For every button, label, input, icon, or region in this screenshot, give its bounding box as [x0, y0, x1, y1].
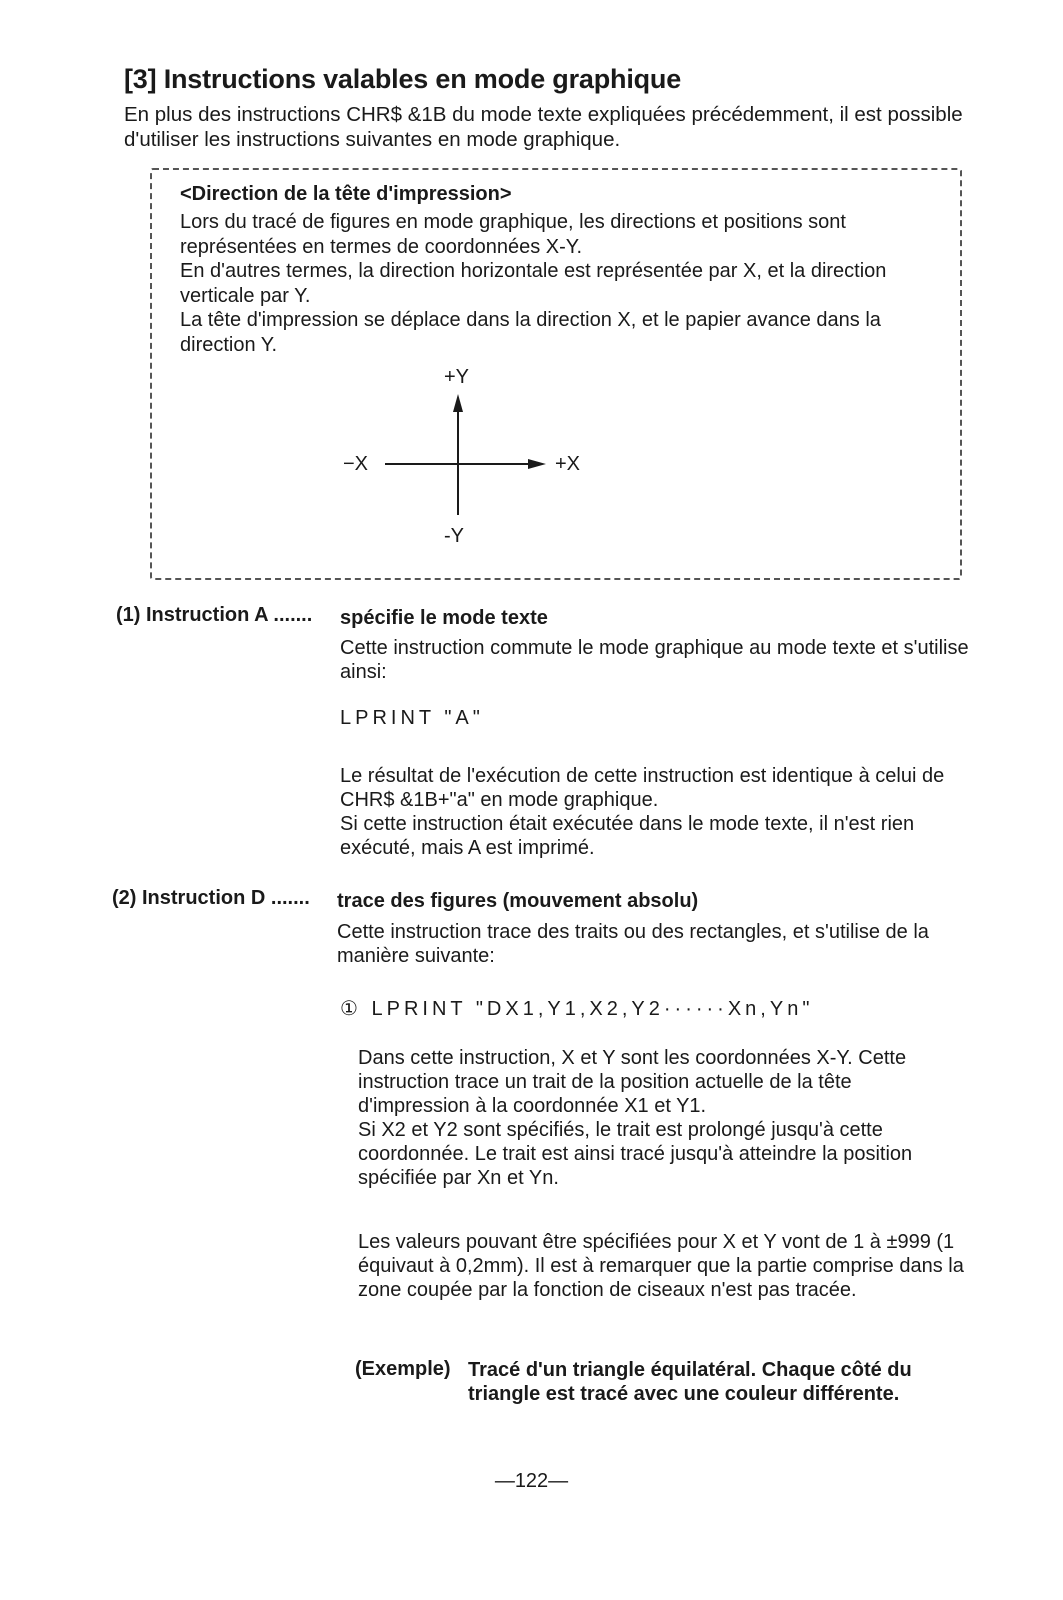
- circled-one-marker: ①: [340, 998, 362, 1020]
- instruction-d-code: LPRINT "DX1,Y1,X2,Y2······Xn,Yn": [371, 998, 814, 1020]
- plus-x-label: +X: [555, 453, 581, 475]
- instruction-d-code-line: [340, 996, 813, 1021]
- instruction-d-text: Cette instruction trace des traits ou des rectangles, et s'utilise de la manière suivante:: [337, 921, 929, 967]
- note-paragraph: La tête d'impression se déplace dans la direction X, et le papier avance dans la direction Y.: [180, 309, 881, 356]
- minus-y-label: -Y: [444, 525, 464, 547]
- minus-x-label: −X: [343, 453, 369, 475]
- instruction-a-label: (1) Instruction A .......: [116, 604, 313, 626]
- section-intro: En plus des instructions CHR$ &1B du mode texte expliquées précédemment, il est possible d'utiliser les instructions suivantes en mode graphique.: [124, 103, 963, 151]
- example-label: (Exemple): [355, 1358, 451, 1380]
- note-box-text: [180, 210, 940, 357]
- instruction-d-range: Les valeurs pouvant être spécifiées pour X et Y vont de 1 à ±999 (1 équivaut à 0,2mm). Il est à remarquer que la partie comprise dans la zone coupée par la fonction de ciseaux n'est pas tracée.: [358, 1231, 964, 1301]
- instruction-a-summary: spécifie le mode texte: [340, 607, 548, 629]
- note-box-title: <Direction de la tête d'impression>: [180, 183, 512, 205]
- note-paragraph: En d'autres termes, la direction horizontale est représentée par X, et la direction verticale par Y.: [180, 260, 887, 307]
- instruction-a-text-mode: Si cette instruction était exécutée dans le mode texte, il n'est rien exécuté, mais A est imprimé.: [340, 813, 915, 859]
- x-axis-arrow: [528, 459, 546, 469]
- instruction-d-summary: trace des figures (mouvement absolu): [337, 890, 699, 912]
- instruction-a-text: Cette instruction commute le mode graphique au mode texte et s'utilise ainsi:: [340, 637, 969, 683]
- page-number: —122—: [494, 1470, 569, 1492]
- plus-y-label: +Y: [444, 366, 470, 388]
- axes-diagram: [380, 390, 550, 520]
- note-paragraph: Lors du tracé de figures en mode graphique, les directions et positions sont représentées en termes de coordonnées X-Y.: [180, 211, 846, 258]
- instruction-a-notes: [340, 764, 980, 860]
- y-axis-arrow: [453, 394, 463, 412]
- instruction-d-label: (2) Instruction D .......: [112, 887, 310, 909]
- instruction-a-code: LPRINT "A": [340, 707, 484, 729]
- instruction-d-extension: Si X2 et Y2 sont spécifiés, le trait est prolongé jusqu'à cette coordonnée. Le trait est ainsi tracé jusqu'à atteindre la position spécifiée par Xn et Yn.: [358, 1119, 913, 1189]
- instruction-d-notes: [358, 1046, 968, 1190]
- instruction-a-result: Le résultat de l'exécution de cette instruction est identique à celui de CHR$ &1B+"a" en mode graphique.: [340, 765, 945, 811]
- instruction-d-description: Dans cette instruction, X et Y sont les coordonnées X-Y. Cette instruction trace un trait de la position actuelle de la tête d'impression à la coordonnée X1 et Y1.: [358, 1047, 907, 1117]
- example-text: Tracé d'un triangle équilatéral. Chaque côté du triangle est tracé avec une couleur différente.: [468, 1359, 912, 1405]
- section-heading: [3] Instructions valables en mode graphique: [124, 64, 682, 94]
